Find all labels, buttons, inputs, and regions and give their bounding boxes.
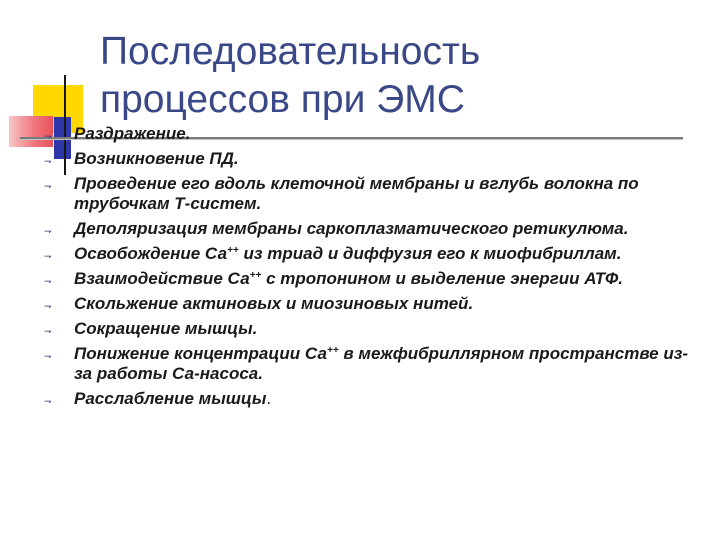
list-item: ⇁ Взаимодействие Са++ с тропонином и выделение энергии АТФ.	[34, 269, 694, 289]
list-item: ⇁ Расслабление мышцы.	[34, 389, 694, 409]
bullet-arrow-icon: ⇁	[44, 351, 52, 361]
bullet-arrow-icon: ⇁	[44, 396, 52, 406]
bullet-arrow-icon: ⇁	[44, 301, 52, 311]
list-item: ⇁ Освобождение Са++ из триад и диффузия его к миофибриллам.	[34, 244, 694, 264]
list-item: ⇁ Раздражение.	[34, 124, 694, 144]
bullet-arrow-icon: ⇁	[44, 251, 52, 261]
slide-title-line-2: процессов при ЭМС	[100, 78, 465, 121]
bullet-arrow-icon: ⇁	[44, 131, 52, 141]
bullet-arrow-icon: ⇁	[44, 276, 52, 286]
list-item: ⇁ Сокращение мышцы.	[34, 319, 694, 339]
bullet-arrow-icon: ⇁	[44, 326, 52, 336]
list-item: ⇁ Скольжение актиновых и миозиновых нитей.	[34, 294, 694, 314]
list-item: ⇁ Возникновение ПД.	[34, 149, 694, 169]
bullet-arrow-icon: ⇁	[44, 226, 52, 236]
bullet-arrow-icon: ⇁	[44, 156, 52, 166]
list-item: ⇁ Деполяризация мембраны саркоплазматического ретикулюма.	[34, 219, 694, 239]
slide-title	[100, 28, 480, 124]
process-list	[34, 124, 694, 414]
list-item: ⇁ Проведение его вдоль клеточной мембраны и вглубь волокна по трубочкам Т-систем.	[44, 174, 639, 213]
bullet-arrow-icon: ⇁	[44, 181, 52, 191]
list-item: ⇁ Понижение концентрации Са++ в межфибриллярном пространстве из-за работы Са-насоса.	[44, 344, 689, 383]
slide-title-line-1: Последовательность	[100, 30, 481, 73]
